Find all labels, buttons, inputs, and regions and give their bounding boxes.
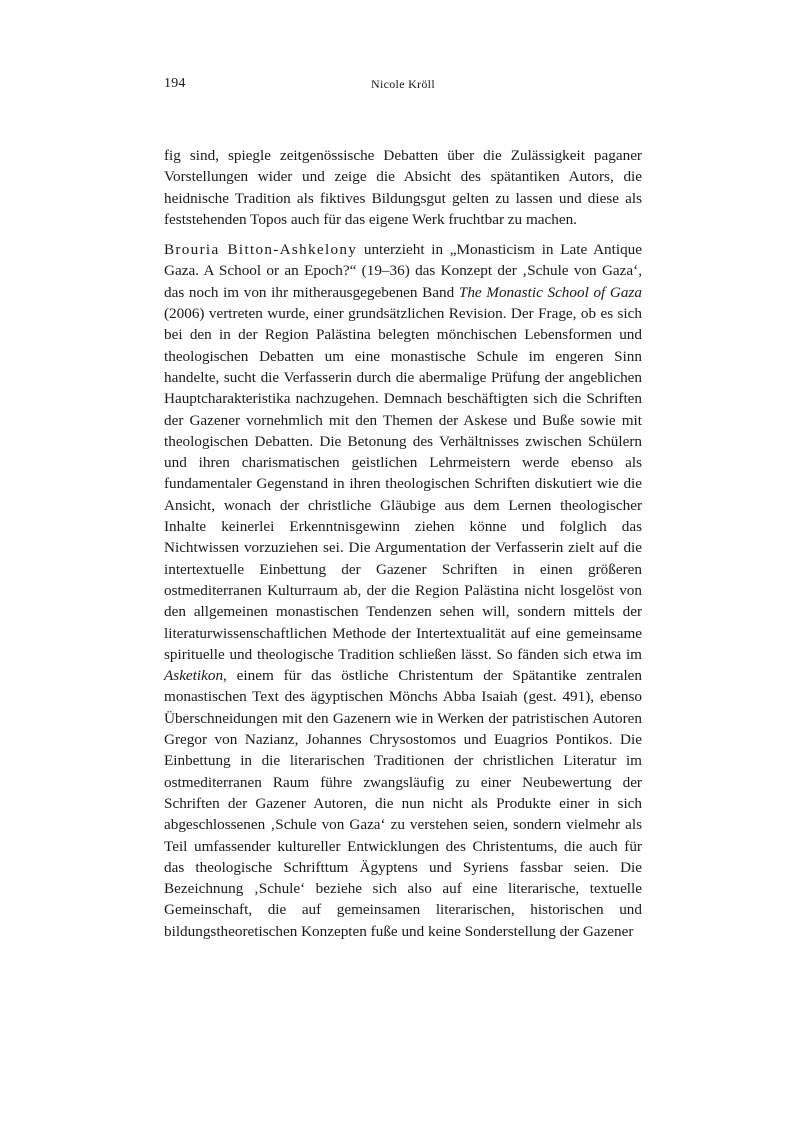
- paragraph-text-part-3: , einem für das östliche Christentum der Spätantike zentralen monastischen Text des ägyptischen Mönchs Abba Isaiah (gest. 491), ebenso Überschneidungen mit den Gazenern wie in Werken der patristischen Autoren Gregor von Nazianz, Johannes Chrysostomos und Euagrios Pontikos. Die Einbettung in die literarischen Traditionen der christlichen Literatur im ostmediterranen Raum führe zwangsläufig zu einer Neubewertung der Schriften der Gazener Autoren, die nun nicht als Produkte einer in sich abgeschlossenen ‚Schule von Gaza‘ zu verstehen seien, sondern vielmehr als Teil umfassender kultureller Entwicklungen des Christentums, die auch für das theologische Schrifttum Ägyptens und Syriens fassbar seien. Die Bezeichnung ‚Schule‘ beziehe sich also auf eine literarische, textuelle Gemeinschaft, die auf gemeinsamen literarischen, historischen und bildungstheoretischen Konzepten fuße und keine Sonderstellung der Gazener: [164, 667, 642, 940]
- paragraph-text-part-2: (2006) vertreten wurde, einer grundsätzlichen Revision. Der Frage, ob es sich bei den in der Region Palästina belegten mönchischen Lebensformen und theologischen Debatten um eine monastische Schule im engeren Sinn handelte, sucht die Verfasserin durch die abermalige Prüfung der angeblichen Hauptcharakteristika nachzugehen. Demnach beschäftigten sich die Schriften der Gazener vornehmlich mit den Themen der Askese und Buße sowie mit theologischen Debatten. Die Betonung des Verhältnisses zwischen Schülern und ihren charismatischen geistlichen Lehrmeistern werde ebenso als fundamentaler Gegenstand in ihren theologischen Schriften diskutiert wie die Ansicht, wonach der christliche Gläubige aus dem Lernen theologischer Inhalte keinerlei Erkenntnisgewinn ziehen könne und folglich das Nichtwissen vorzuziehen sei. Die Argumentation der Verfasserin zielt auf die intertextuelle Einbettung der Gazener Schriften in einen größeren ostmediterranen Kulturraum ab, der die Region Palästina nicht losgelöst von den allgemeinen monastischen Tendenzen sehen will, sondern mittels der literaturwissenschaftlichen Methode der Intertextualität auf eine gemeinsame spirituelle und theologische Tradition schließen lässt. So fänden sich etwa im: [164, 305, 642, 663]
- running-head: Nicole Kröll: [371, 77, 435, 91]
- page-number: 194: [164, 76, 186, 91]
- author-name: Brouria Bitton-Ashkelony: [164, 241, 358, 259]
- body-text: [164, 145, 642, 942]
- book-title: The Monastic School of Gaza: [458, 283, 642, 301]
- page-header: [164, 76, 642, 96]
- work-title: Asketikon: [164, 667, 224, 685]
- paragraph-text-part-1: unterzieht in „Monasticism in Late Antique Gaza. A School or an Epoch?“ (19–36) das Konzept der ‚Schule von Gaza‘, das noch im von ihr mitherausgegebenen Band: [164, 241, 642, 301]
- paragraph-review: [164, 239, 642, 942]
- paragraph-continued: fig sind, spiegle zeitgenössische Debatten über die Zulässigkeit paganer Vorstellungen wider und zeige die Absicht des spätantiken Autors, die heidnische Tradition als fiktives Bildungsgut gelten zu lassen und diese als feststehenden Topos auch für das eigene Werk fruchtbar zu machen.: [164, 147, 642, 228]
